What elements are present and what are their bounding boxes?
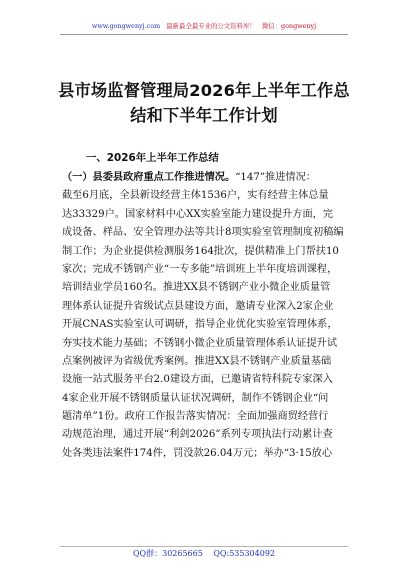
header-divider xyxy=(60,34,348,35)
body-line: 设施一站式服务平台2.0建设方面，已邀请省特科院专家深入 xyxy=(62,374,333,386)
footer-qq: QQ:535304092 xyxy=(213,549,275,558)
body-line-text: “147”推进情况： xyxy=(235,172,316,183)
body-line: 达33329户。国家材料中心XX实验室能力建设提升方面，完 xyxy=(62,208,334,220)
header-wechat: 微信：gongwenyj xyxy=(261,22,317,30)
header-site-link[interactable]: www.gongwenyj.com xyxy=(91,22,161,30)
body-line: 处各类违法案件174件，罚没款26.04万元；举办“3·15放心 xyxy=(62,447,333,459)
page-header xyxy=(0,22,408,30)
header-slogan: 最新最全最专业的公文资料库！ xyxy=(166,22,256,30)
document-body xyxy=(62,169,352,463)
footer-qq-group: QQ群：30265665 xyxy=(132,549,203,558)
body-line: 培训结业学员160名。推进XX县不锈钢产业小微企业质量管 xyxy=(62,282,331,294)
subheading: （一）县委县政府重点工作推进情况。 xyxy=(62,172,236,183)
body-line: 4家企业开展不锈钢质量认证状况调研，制作不锈钢企业“问 xyxy=(62,392,329,404)
body-line: 开展CNAS实验室认可调研，指导企业优化实验室管理体系， xyxy=(62,319,338,331)
body-line: 家次；完成不锈钢产业“一专多能”培训班上半年度培训课程， xyxy=(62,263,338,275)
body-line: 动规范治理，通过开展“利剑2026”系列专项执法行动累计查 xyxy=(62,429,333,441)
footer-divider xyxy=(60,546,348,547)
title-line-2: 结和下半年工作计划 xyxy=(130,106,278,125)
body-line: 制工作；为企业提供检测服务164批次，提供精准上门帮扶10 xyxy=(62,245,339,257)
title-line-1: 县市场监督管理局2026年上半年工作总 xyxy=(58,81,350,100)
page-footer xyxy=(0,549,408,559)
body-line: 点案例被评为省级优秀案例。推进XX县不锈钢产业质量基础 xyxy=(62,355,332,367)
body-line: 理体系认证提升省级试点县建设方面，邀请专业深入2家企业 xyxy=(62,300,334,312)
document-title xyxy=(58,78,350,128)
body-line: 成设备、样品、安全管理办法等共计8项实验室管理制度初稿编 xyxy=(62,227,344,239)
body-line: 题清单”1份。政府工作报告落实情况：全面加强商贸经营行 xyxy=(62,411,329,423)
body-line xyxy=(62,169,352,187)
section-heading: 一、2026年上半年工作总结 xyxy=(86,152,219,164)
body-line: 夯实技术能力基础；不锈钢小微企业质量管理体系认证提升试 xyxy=(62,337,338,349)
body-line: 截至6月底，全县新设经营主体1536户，实有经营主体总量 xyxy=(62,190,329,202)
